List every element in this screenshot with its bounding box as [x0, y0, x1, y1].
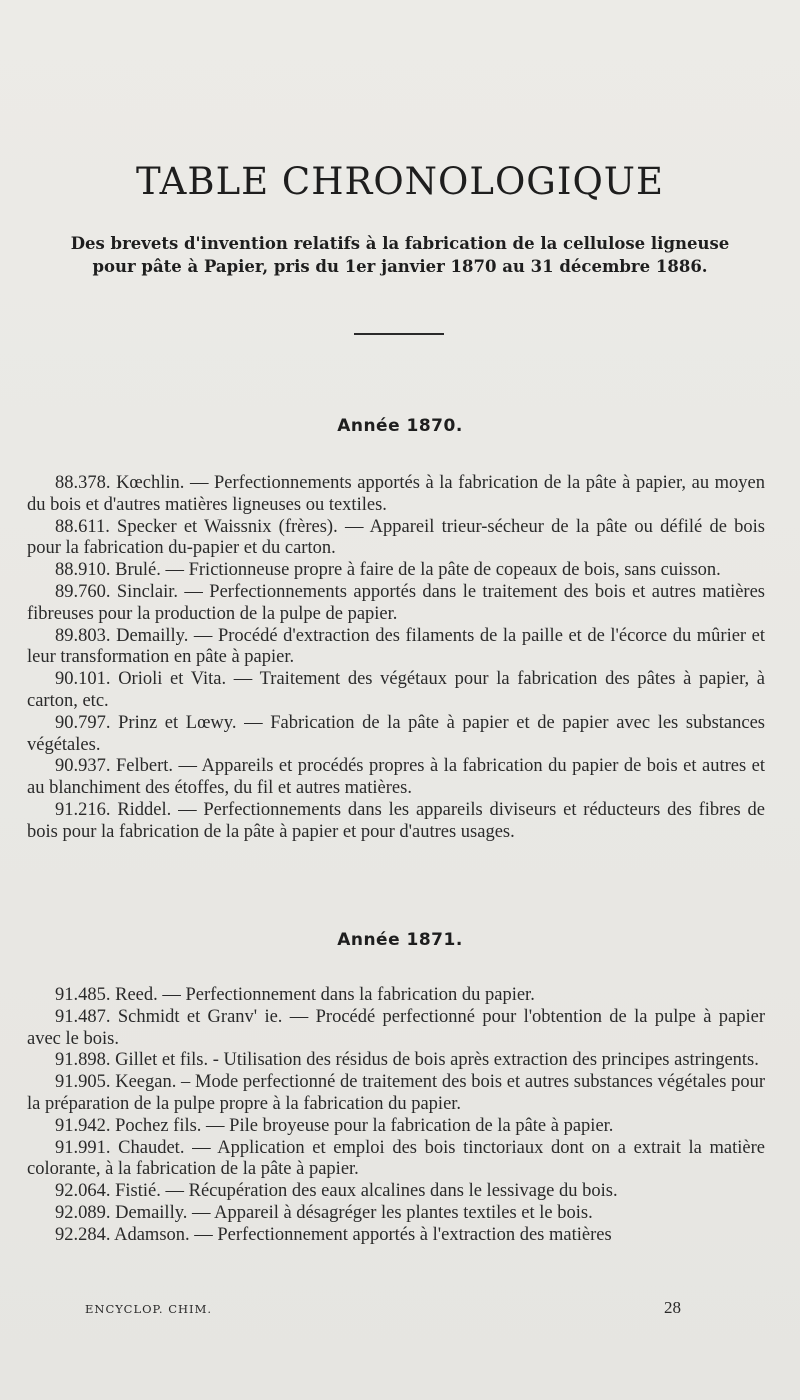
patent-number: 92.064. [55, 1181, 111, 1202]
patent-description: Orioli et Vita. — Traitement des végétaux pour la fabrication des pâtes à papier, à carton, etc. [27, 669, 766, 711]
patent-entry [27, 1203, 765, 1225]
page-number: 28 [664, 1298, 681, 1317]
patent-entry [27, 1072, 765, 1116]
patent-number: 89.760. [55, 581, 111, 602]
patent-number: 91.905. [55, 1072, 111, 1093]
patent-description: Pochez fils. — Pile broyeuse pour la fabrication de la pâte à papier. [115, 1115, 614, 1136]
patent-number: 89.803. [55, 625, 111, 646]
patent-description: Adamson. — Perfectionnement apportés à l'extraction des matières [114, 1224, 612, 1245]
patent-number: 90.101. [55, 669, 111, 690]
patent-description: Demailly. — Procédé d'extraction des filaments de la paille et de l'écorce du mûrier et leur transformation en pâte à papier. [27, 625, 766, 668]
patent-description: Kœchlin. — Perfectionnements apportés à la fabrication de la pâte à papier, au moyen du bois et d'autres matières ligneuses ou textiles. [27, 473, 765, 515]
patent-description: Keegan. – Mode perfectionné de traitement des bois et autres substances végétales pour la préparation de la pulpe propre à la fabrication du papier. [27, 1072, 766, 1114]
entries-1870 [27, 473, 765, 844]
divider-rule [354, 333, 444, 335]
patent-number: 91.898. [55, 1050, 111, 1071]
patent-number: 91.942. [55, 1115, 111, 1136]
patent-description: Reed. — Perfectionnement dans la fabrication du papier. [115, 985, 535, 1005]
patent-entry [27, 626, 765, 670]
patent-entry [27, 1116, 765, 1138]
patent-description: Specker et Waissnix (frères). — Appareil trieur-sécheur de la pâte ou défilé de bois pour la fabrication du-papier et du carton. [27, 516, 765, 559]
patent-description: Prinz et Lœwy. — Fabrication de la pâte à papier et de papier avec les substances végétales. [27, 712, 765, 755]
patent-entry [27, 800, 765, 844]
patent-number: 88.910. [55, 560, 111, 581]
patent-entry [27, 669, 765, 713]
patent-description: Felbert. — Appareils et procédés propres à la fabrication du papier de bois et autres et au blanchiment des étoffes, du fil et autres matières. [27, 756, 766, 799]
patent-entry [27, 517, 765, 561]
patent-entry [27, 1138, 765, 1182]
patent-number: 91.487. [55, 1006, 111, 1027]
patent-description: Demailly. — Appareil à désagréger les plantes textiles et le bois. [115, 1202, 593, 1223]
patent-description: Schmidt et Granv' ie. — Procédé perfectionné pour l'obtention de la pulpe à papier avec le bois. [27, 1006, 766, 1049]
patent-number: 91.216. [55, 799, 111, 820]
patent-entry [27, 1181, 765, 1203]
footer-source: ENCYCLOP. CHIM. [85, 1302, 213, 1316]
patent-number: 88.611. [55, 516, 110, 537]
patent-description: Sinclair. — Perfectionnements apportés dans le traitement des bois et autres matières fibreuses pour la production de la pulpe de papier. [27, 581, 766, 624]
patent-number: 90.797. [55, 712, 111, 733]
patent-entry [27, 1007, 765, 1051]
patent-description: Brulé. — Frictionneuse propre à faire de la pâte de copeaux de bois, sans cuisson. [115, 560, 721, 581]
patent-entry [27, 756, 765, 800]
patent-description: Fistié. — Récupération des eaux alcalines dans le lessivage du bois. [115, 1181, 618, 1202]
patent-entry [27, 473, 765, 517]
page-title: TABLE CHRONOLOGIQUE [136, 160, 664, 203]
patent-entry [27, 560, 765, 582]
patent-number: 92.284. [55, 1224, 111, 1245]
patent-number: 88.378. [55, 473, 111, 493]
patent-description: Gillet et fils. - Utilisation des résidus de bois après extraction des principes astringents. [115, 1050, 759, 1071]
patent-description: Riddel. — Perfectionnements dans les appareils diviseurs et réducteurs des fibres de bois pour la fabrication de la pâte à papier et pour d'autres usages. [27, 799, 765, 842]
patent-entry [27, 1225, 765, 1247]
patent-number: 91.485. [55, 985, 111, 1005]
patent-entry [27, 582, 765, 626]
section-heading-1870: Année 1870. [337, 416, 463, 436]
entries-1871 [27, 985, 765, 1247]
patent-number: 91.991. [55, 1137, 111, 1158]
patent-entry [27, 1050, 765, 1072]
patent-entry [27, 985, 765, 1007]
patent-number: 90.937. [55, 756, 111, 777]
section-heading-1871: Année 1871. [337, 930, 463, 950]
patent-entry [27, 713, 765, 757]
page-subtitle: Des brevets d'invention relatifs à la fabrication de la cellulose ligneuse pour pâte à Papier, pris du 1er janvier 1870 au 31 décembre 1886. [70, 234, 730, 276]
patent-description: Chaudet. — Application et emploi des bois tinctoriaux dont on a extrait la matière colorante, à la fabrication de la pâte à papier. [27, 1137, 765, 1180]
patent-number: 92.089. [55, 1202, 111, 1223]
